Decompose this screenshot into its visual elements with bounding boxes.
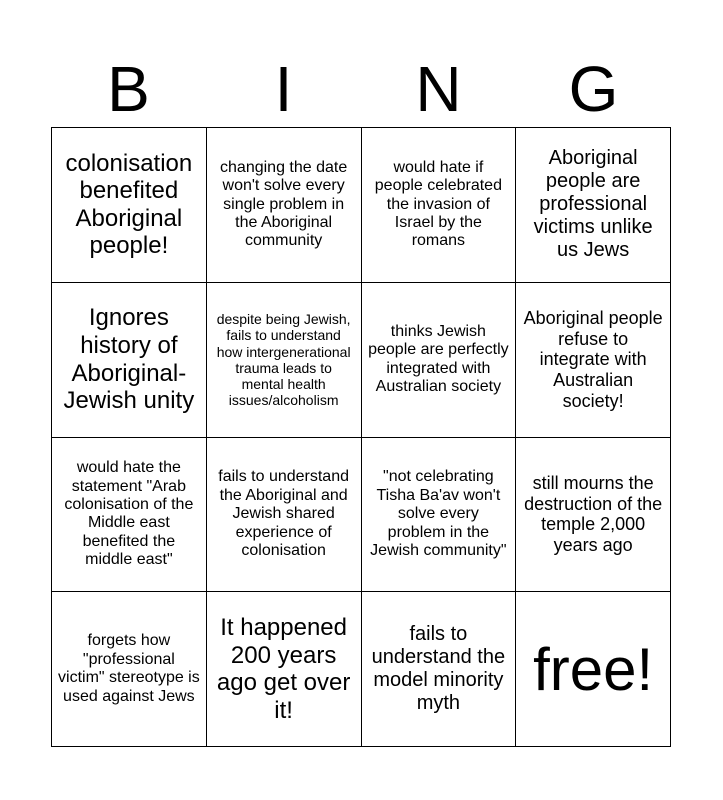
header-letter-g: G [568,53,619,125]
bingo-cell-text: thinks Jewish people are perfectly integrated with Australian society [368,322,509,396]
bingo-cell-text: despite being Jewish, fails to understand how intergenerational trauma leads to mental health issues/alcoholism [216,311,351,408]
bingo-cell[interactable] [207,128,362,283]
free-space-text: free! [533,635,654,703]
bingo-cell-free[interactable] [516,592,671,747]
bingo-cell-text: colonisation benefited Aboriginal people! [65,149,193,260]
bingo-cell-text: fails to understand the model minority myth [371,623,506,715]
bingo-cell-text: It happened 200 years ago get over it! [216,613,351,724]
bingo-cell[interactable] [207,438,362,593]
bingo-cell[interactable] [362,128,517,283]
bingo-cell-text: would hate if people celebrated the invasion of Israel by the romans [374,158,502,250]
bingo-cell[interactable] [516,128,671,283]
bingo-cell[interactable] [362,283,517,438]
bingo-cell-text: forgets how "professional victim" stereotype is used against Jews [58,632,200,705]
header-letter-b: B [107,53,150,125]
bingo-cell-text: Aboriginal people are professional victims unlike us Jews [533,147,653,262]
bingo-cell-text: changing the date won't solve every single problem in the Aboriginal community [220,158,348,250]
header-letter-i: I [274,53,293,125]
bingo-cell-text: would hate the statement "Arab colonisation of the Middle east benefited the middle east" [64,459,194,569]
bingo-cell[interactable] [52,128,207,283]
bingo-cell[interactable] [207,283,362,438]
header-letter-n: N [415,53,462,125]
bingo-cell[interactable] [362,438,517,593]
bingo-cell-text: Aboriginal people refuse to integrate with Australian society! [523,307,663,411]
bingo-cell[interactable] [362,592,517,747]
bingo-cell[interactable] [52,592,207,747]
bingo-cell-text: still mourns the destruction of the temple 2,000 years ago [524,473,663,556]
bingo-cell-text: "not celebrating Tisha Ba'av won't solve every problem in the Jewish community" [370,468,507,559]
bingo-cell[interactable] [516,438,671,593]
bingo-cell[interactable] [516,283,671,438]
bingo-header [51,50,671,128]
bingo-cell[interactable] [52,438,207,593]
bingo-cell-text: fails to understand the Aboriginal and Jewish shared experience of colonisation [218,468,349,559]
bingo-cell[interactable] [207,592,362,747]
bingo-cell-text: Ignores history of Aboriginal-Jewish unity [63,304,195,415]
bingo-cell[interactable] [52,283,207,438]
bingo-grid [51,127,671,747]
